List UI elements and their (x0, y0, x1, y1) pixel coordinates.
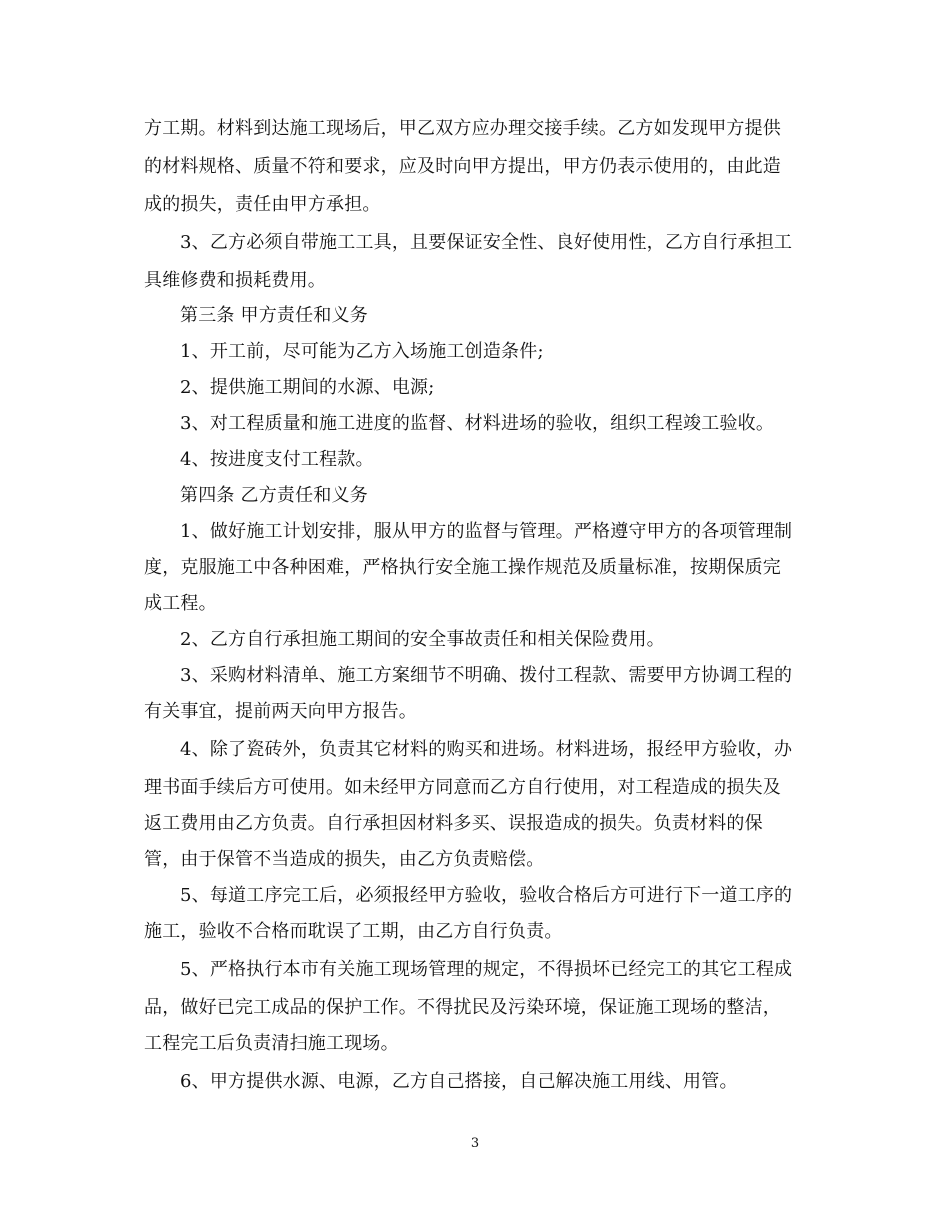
section-heading: 第三条 甲方责任和义务 (180, 305, 368, 326)
text-line: 5、严格执行本市有关施工现场管理的规定，不得损坏已经完工的其它工程成 (180, 959, 793, 980)
text-line: 3、采购材料清单、施工方案细节不明确、拨付工程款、需要甲方协调工程的 (180, 665, 793, 686)
text-line: 品，做好已完工成品的保护工作。不得扰民及污染环境，保证施工现场的整洁， (144, 997, 781, 1018)
text-line: 成工程。 (144, 593, 217, 614)
text-line: 方工期。材料到达施工现场后，甲乙双方应办理交接手续。乙方如发现甲方提供 (144, 118, 781, 139)
text-line: 3、对工程质量和施工进度的监督、材料进场的验收，组织工程竣工验收。 (180, 413, 775, 434)
text-line: 工程完工后负责清扫施工现场。 (144, 1033, 399, 1054)
text-line: 1、做好施工计划安排，服从甲方的监督与管理。严格遵守甲方的各项管理制 (180, 521, 793, 542)
text-line: 返工费用由乙方负责。自行承担因材料多买、误报造成的损失。负责材料的保 (144, 813, 763, 834)
text-line: 6、甲方提供水源、电源，乙方自己搭接，自己解决施工用线、用管。 (180, 1071, 738, 1092)
text-line: 成的损失，责任由甲方承担。 (144, 194, 381, 215)
text-line: 4、按进度支付工程款。 (180, 449, 374, 470)
text-line: 2、乙方自行承担施工期间的安全事故责任和相关保险费用。 (180, 629, 665, 650)
text-line: 5、每道工序完工后，必须报经甲方验收，验收合格后方可进行下一道工序的 (180, 885, 793, 906)
text-line: 度，克服施工中各种困难，严格执行安全施工操作规范及质量标准，按期保质完 (144, 557, 781, 578)
text-line: 理书面手续后方可使用。如未经甲方同意而乙方自行使用，对工程造成的损失及 (144, 777, 781, 798)
text-line: 2、提供施工期间的水源、电源; (180, 377, 435, 398)
text-line: 1、开工前，尽可能为乙方入场施工创造条件; (180, 341, 544, 362)
text-line: 有关事宜，提前两天向甲方报告。 (144, 701, 417, 722)
text-line: 3、乙方必须自带施工工具，且要保证安全性、良好使用性，乙方自行承担工 (180, 232, 793, 253)
page-number: 3 (470, 1136, 480, 1151)
text-line: 管，由于保管不当造成的损失，由乙方负责赔偿。 (144, 849, 545, 870)
text-line: 施工，验收不合格而耽误了工期，由乙方自行负责。 (144, 921, 563, 942)
section-heading: 第四条 乙方责任和义务 (180, 485, 368, 506)
text-line: 的材料规格、质量不符和要求，应及时向甲方提出，甲方仍表示使用的，由此造 (144, 156, 781, 177)
text-line: 4、除了瓷砖外，负责其它材料的购买和进场。材料进场，报经甲方验收，办 (180, 739, 793, 760)
text-line: 具维修费和损耗费用。 (144, 270, 326, 291)
